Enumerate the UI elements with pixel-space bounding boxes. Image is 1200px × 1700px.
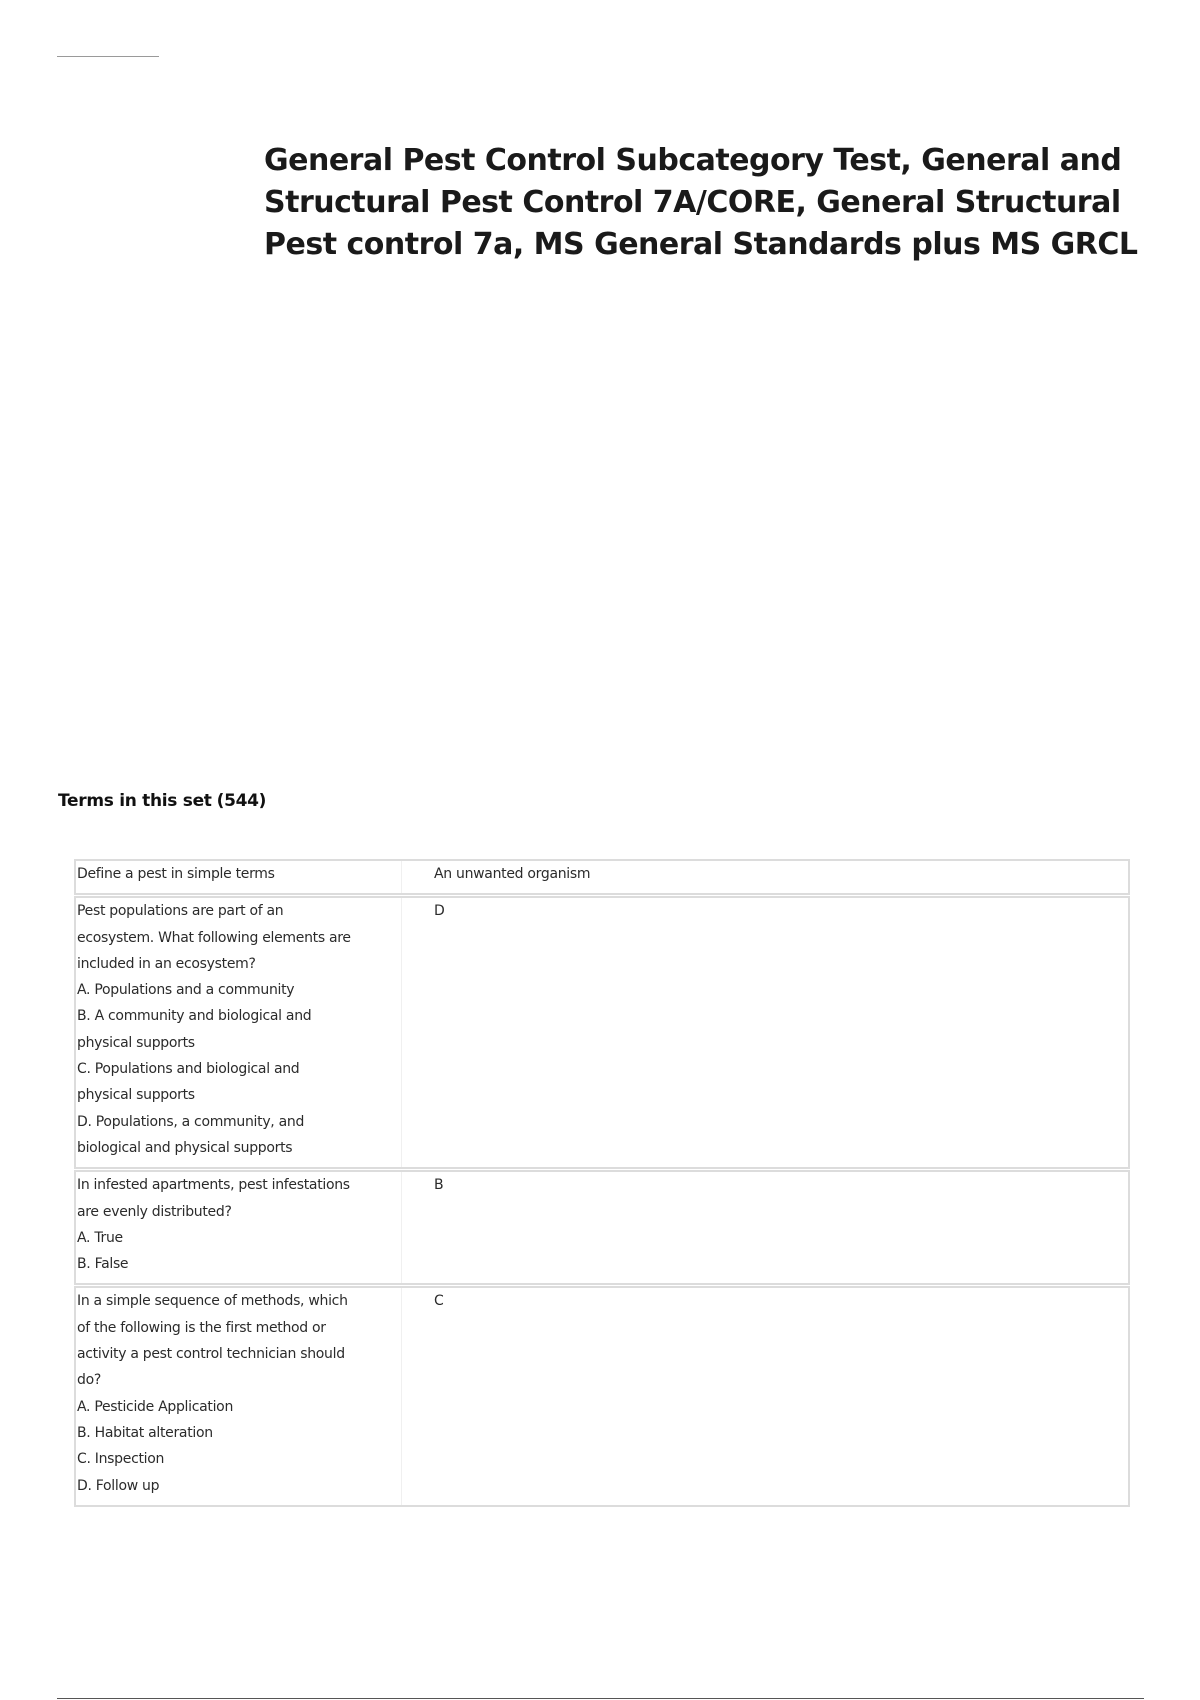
term-card: [74, 1170, 1130, 1285]
terms-count: (544): [216, 791, 267, 811]
definition-text: D: [434, 903, 445, 920]
document-title: General Pest Control Subcategory Test, General and Structural Pest Control 7A/CORE, General Structural Pest control 7a, MS General Standards plus MS GRCL: [264, 143, 1138, 262]
definition-text: C: [434, 1293, 444, 1310]
term-text: In a simple sequence of methods, which of the following is the first method or activity a pest control technician should do? A. Pesticide Application B. Habitat alteration C. Inspection D. Follow up: [76, 1288, 402, 1504]
term-text: Pest populations are part of an ecosystem. What following elements are included in an ecosystem? A. Populations and a community B. A community and biological and physical supports C. Populations and biological and physical supports D. Populations, a community, and biological and physical supports: [76, 898, 402, 1167]
term-text: In infested apartments, pest infestations are evenly distributed? A. True B. False: [76, 1172, 402, 1283]
term-card: [74, 1286, 1130, 1506]
terms-table: [74, 859, 1130, 1508]
definition-text: An unwanted organism: [434, 866, 591, 882]
terms-heading-label: Terms in this set: [58, 791, 212, 811]
terms-heading: [58, 789, 266, 813]
term-text: Define a pest in simple terms: [76, 861, 402, 893]
term-card: [74, 859, 1130, 895]
top-divider: [57, 56, 159, 57]
term-card: [74, 896, 1130, 1169]
definition-text: B: [434, 1177, 444, 1194]
bottom-divider: [57, 1698, 1144, 1699]
